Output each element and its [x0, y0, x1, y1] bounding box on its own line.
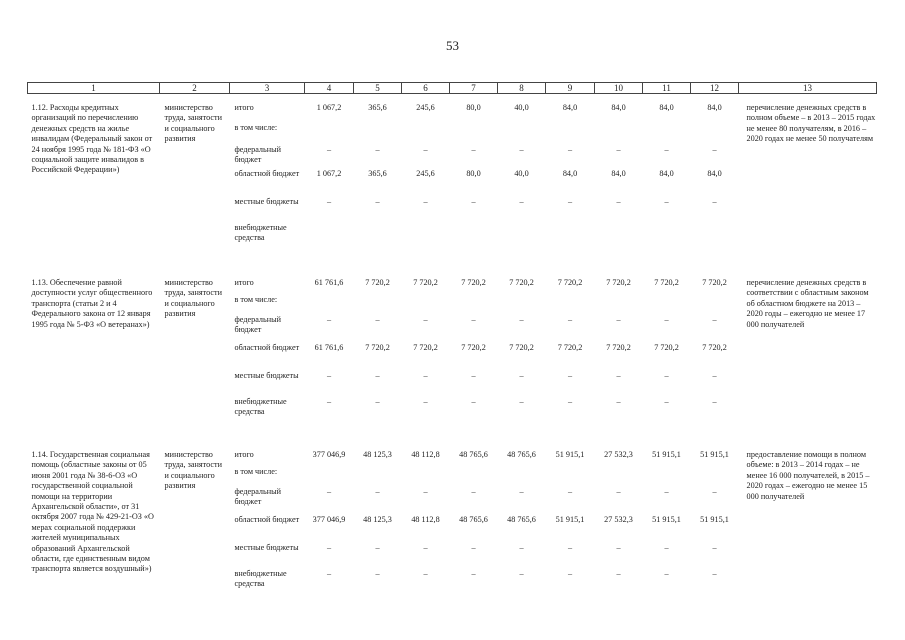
- amount-value: –: [712, 197, 717, 206]
- amount-value: –: [326, 145, 332, 154]
- amount-value: –: [664, 315, 669, 324]
- amount-value: –: [567, 397, 573, 406]
- amount-value: –: [567, 145, 573, 154]
- amount-value: 7 720,2: [461, 343, 486, 352]
- measure-name: 1.12. Расходы кредитных организаций по перечислению денежных средств на жилье инвалидам (Федеральный закон от 24 ноября 1995 года № 181-ФЗ «О социальной защите инвалидов в Российской Федерации»): [31, 103, 153, 175]
- amount-column: [546, 100, 595, 245]
- amount-value: –: [326, 487, 332, 496]
- amount-value: –: [567, 569, 573, 578]
- funding-source: в том числе:: [234, 123, 278, 132]
- amount-value: –: [471, 197, 476, 206]
- header-cell: 10: [595, 83, 643, 94]
- amount-value: 84,0: [659, 169, 674, 178]
- amount-value: –: [423, 487, 428, 496]
- amount-value: –: [423, 197, 428, 206]
- amount-value: –: [616, 371, 621, 380]
- funding-source: областной бюджет: [234, 515, 300, 524]
- amount-value: 7 720,2: [557, 343, 583, 352]
- amount-value: –: [664, 569, 669, 578]
- amount-value: [305, 295, 354, 315]
- amount-value: –: [375, 487, 380, 496]
- amount-value: 7 720,2: [461, 278, 486, 287]
- amount-value: –: [375, 315, 380, 324]
- funding-source: областной бюджет: [234, 169, 300, 178]
- amount-value: –: [423, 315, 428, 324]
- amount-value: 48 765,6: [459, 515, 488, 524]
- amount-value: 7 720,2: [365, 343, 390, 352]
- amount-value: –: [375, 197, 380, 206]
- amount-column: [354, 275, 402, 421]
- amount-value: 48 112,8: [411, 515, 440, 524]
- amount-value: [354, 223, 402, 245]
- header-cell: 2: [160, 83, 230, 94]
- amount-value: –: [616, 197, 621, 206]
- amount-value: 84,0: [707, 169, 722, 178]
- amount-value: [402, 123, 450, 145]
- program-row: [28, 275, 877, 421]
- amount-value: 80,0: [466, 169, 481, 178]
- amount-value: –: [519, 371, 524, 380]
- amount-value: –: [567, 543, 573, 552]
- amount-value: 245,6: [416, 169, 435, 178]
- amount-value: 1 067,2: [316, 169, 342, 178]
- amount-column: [498, 100, 546, 245]
- amount-value: 377 046,9: [312, 450, 346, 459]
- amount-value: –: [375, 145, 380, 154]
- amount-value: 48 112,8: [411, 450, 440, 459]
- amount-value: [691, 223, 739, 245]
- amount-value: –: [519, 197, 524, 206]
- page-number: 53: [446, 38, 459, 53]
- amount-value: –: [712, 569, 717, 578]
- amount-value: [450, 467, 498, 487]
- amount-value: –: [326, 397, 332, 406]
- amount-value: –: [471, 569, 476, 578]
- amount-value: 51 915,1: [652, 450, 681, 459]
- amount-value: [643, 123, 691, 145]
- measure-name: 1.14. Государственная социальная помощь (областные законы от 05 июня 2001 года № 38-6-ОЗ «О государственной социальной помощи на территории Архангельской области», от 31 октября 2007 года № 429-21-ОЗ «О мерах социальной поддержки жителей муниципальных образований Архангельской области, где единственным видом транспорта является воздушный»): [31, 450, 154, 574]
- amount-value: –: [519, 569, 524, 578]
- amount-value: [402, 295, 450, 315]
- amount-value: 51 915,1: [700, 515, 729, 524]
- funding-source: итого: [234, 278, 254, 287]
- amount-value: –: [471, 315, 476, 324]
- amount-column: [305, 447, 354, 593]
- program-row: [28, 447, 877, 593]
- amount-value: –: [326, 543, 332, 552]
- amount-value: 51 915,1: [555, 515, 585, 524]
- amount-value: –: [326, 315, 332, 324]
- header-row: [28, 83, 877, 94]
- amount-column: [402, 275, 450, 421]
- amount-column: [402, 447, 450, 593]
- amount-value: [643, 223, 691, 245]
- amount-value: 7 720,2: [509, 343, 534, 352]
- amount-value: [498, 467, 546, 487]
- amount-value: –: [326, 569, 332, 578]
- funding-source: федеральный бюджет: [234, 487, 282, 507]
- amount-value: –: [567, 197, 573, 206]
- amount-value: –: [664, 371, 669, 380]
- amount-value: 7 720,2: [606, 278, 631, 287]
- amount-value: –: [712, 543, 717, 552]
- funding-sources: [230, 447, 305, 593]
- amount-value: [402, 223, 450, 245]
- amount-column: [450, 275, 498, 421]
- ministry: министерство труда, занятости и социального развития: [164, 278, 223, 319]
- amount-value: [546, 295, 595, 315]
- amount-value: 245,6: [416, 103, 435, 112]
- amount-value: [595, 467, 643, 487]
- amount-value: [305, 223, 354, 245]
- amount-value: [691, 467, 739, 487]
- amount-value: [354, 295, 402, 315]
- amount-value: –: [616, 569, 621, 578]
- amount-value: 48 125,3: [363, 515, 392, 524]
- amount-value: –: [375, 543, 380, 552]
- amount-value: 27 532,3: [604, 515, 633, 524]
- amount-column: [691, 100, 739, 245]
- amount-column: [643, 275, 691, 421]
- expected-result: перечисление денежных средств в полном объеме – в 2013 – 2015 годах не менее 80 получателям, в 2016 – 2020 годах не менее 50 получателям: [746, 103, 876, 144]
- amount-value: 48 765,6: [507, 450, 536, 459]
- amount-value: [546, 123, 595, 145]
- amount-column: [595, 447, 643, 593]
- amount-value: –: [423, 397, 428, 406]
- amount-value: 84,0: [707, 103, 722, 112]
- amount-value: [305, 123, 354, 145]
- amount-value: [402, 467, 450, 487]
- amount-column: [691, 447, 739, 593]
- amount-value: –: [423, 371, 428, 380]
- amount-value: 7 720,2: [413, 343, 438, 352]
- amount-value: 1 067,2: [316, 103, 342, 112]
- amount-value: –: [712, 315, 717, 324]
- amount-value: [450, 295, 498, 315]
- funding-source: итого: [234, 450, 254, 459]
- amount-value: –: [519, 145, 524, 154]
- ministry: министерство труда, занятости и социального развития: [164, 103, 223, 144]
- header-cell: 8: [498, 83, 546, 94]
- amount-column: [498, 447, 546, 593]
- amount-value: 365,6: [368, 103, 387, 112]
- amount-value: –: [375, 569, 380, 578]
- amount-value: –: [616, 487, 621, 496]
- amount-value: [354, 467, 402, 487]
- amount-value: 7 720,2: [557, 278, 583, 287]
- amount-value: [498, 123, 546, 145]
- amount-value: –: [712, 397, 717, 406]
- amount-column: [402, 100, 450, 245]
- amount-value: [643, 467, 691, 487]
- amount-value: –: [712, 145, 717, 154]
- header-cell: 6: [402, 83, 450, 94]
- amount-value: 7 720,2: [654, 278, 679, 287]
- amount-value: 51 915,1: [700, 450, 729, 459]
- amount-column: [643, 100, 691, 245]
- amount-value: 51 915,1: [555, 450, 585, 459]
- amount-value: –: [423, 145, 428, 154]
- amount-value: –: [616, 145, 621, 154]
- amount-value: 84,0: [562, 103, 578, 112]
- amount-column: [643, 447, 691, 593]
- funding-source: внебюджетные средства: [234, 397, 287, 417]
- expected-result: предоставление помощи в полном объеме: в 2013 – 2014 годах – не менее 16 000 получателей, в 2015 – 2020 годах – ежегодно не менее 15 000 получателей: [746, 450, 870, 501]
- measure-name: 1.13. Обеспечение равной доступности услуг общественного транспорта (статьи 2 и 4 Федерального закона от 12 января 1995 года № 5-ФЗ «О ветеранах»): [31, 278, 153, 329]
- header-cell: 1: [28, 83, 160, 94]
- amount-value: [546, 223, 595, 245]
- amount-value: –: [471, 397, 476, 406]
- header-cell: 5: [354, 83, 402, 94]
- amount-value: [450, 123, 498, 145]
- amount-value: 48 125,3: [363, 450, 392, 459]
- amount-value: [305, 467, 354, 487]
- funding-source: в том числе:: [234, 295, 278, 304]
- amount-column: [354, 447, 402, 593]
- amount-value: –: [664, 543, 669, 552]
- amount-value: [691, 295, 739, 315]
- amount-value: 51 915,1: [652, 515, 681, 524]
- funding-source: внебюджетные средства: [234, 223, 287, 243]
- amount-column: [546, 275, 595, 421]
- amount-value: 61 761,6: [314, 278, 344, 287]
- amount-value: 377 046,9: [312, 515, 346, 524]
- amount-value: –: [471, 543, 476, 552]
- amount-value: [498, 223, 546, 245]
- amount-value: –: [616, 397, 621, 406]
- program-table: [27, 82, 877, 593]
- amount-column: [595, 100, 643, 245]
- amount-value: 40,0: [514, 169, 529, 178]
- header-cell: 12: [691, 83, 739, 94]
- amount-column: [450, 447, 498, 593]
- amount-value: 7 720,2: [606, 343, 631, 352]
- funding-sources: [230, 100, 305, 245]
- amount-value: 84,0: [611, 169, 626, 178]
- amount-column: [595, 275, 643, 421]
- amount-value: –: [567, 371, 573, 380]
- amount-value: –: [423, 569, 428, 578]
- amount-value: –: [326, 197, 332, 206]
- amount-value: [595, 223, 643, 245]
- header-cell: 13: [739, 83, 877, 94]
- header-cell: 11: [643, 83, 691, 94]
- amount-value: 61 761,6: [314, 343, 344, 352]
- amount-value: 7 720,2: [509, 278, 534, 287]
- amount-value: –: [471, 371, 476, 380]
- amount-value: –: [375, 397, 380, 406]
- amount-column: [305, 100, 354, 245]
- amount-value: 7 720,2: [365, 278, 390, 287]
- amount-value: 40,0: [514, 103, 529, 112]
- amount-value: [546, 467, 595, 487]
- amount-value: [643, 295, 691, 315]
- amount-value: –: [616, 315, 621, 324]
- amount-value: –: [423, 543, 428, 552]
- funding-source: местные бюджеты: [234, 371, 299, 380]
- funding-source: федеральный бюджет: [234, 145, 282, 165]
- funding-source: областной бюджет: [234, 343, 300, 352]
- amount-value: 48 765,6: [507, 515, 536, 524]
- amount-value: 84,0: [659, 103, 674, 112]
- header-cell: 9: [546, 83, 595, 94]
- amount-value: 48 765,6: [459, 450, 488, 459]
- funding-source: внебюджетные средства: [234, 569, 287, 589]
- amount-value: –: [664, 197, 669, 206]
- funding-source: местные бюджеты: [234, 543, 299, 552]
- ministry: министерство труда, занятости и социального развития: [164, 450, 223, 491]
- amount-value: –: [712, 371, 717, 380]
- amount-value: 365,6: [368, 169, 387, 178]
- funding-source: в том числе:: [234, 467, 278, 476]
- amount-value: –: [471, 487, 476, 496]
- funding-source: федеральный бюджет: [234, 315, 282, 335]
- funding-sources: [230, 275, 305, 421]
- amount-value: –: [519, 397, 524, 406]
- amount-value: 7 720,2: [702, 278, 727, 287]
- amount-value: –: [375, 371, 380, 380]
- amount-value: –: [519, 543, 524, 552]
- amount-value: 80,0: [466, 103, 481, 112]
- amount-column: [450, 100, 498, 245]
- funding-source: итого: [234, 103, 254, 112]
- amount-value: –: [664, 145, 669, 154]
- amount-value: 27 532,3: [604, 450, 633, 459]
- amount-value: [691, 123, 739, 145]
- header-cell: 3: [230, 83, 305, 94]
- amount-value: –: [664, 397, 669, 406]
- amount-value: [498, 295, 546, 315]
- amount-column: [691, 275, 739, 421]
- header-cell: 4: [305, 83, 354, 94]
- amount-value: 7 720,2: [702, 343, 727, 352]
- amount-column: [305, 275, 354, 421]
- amount-value: –: [471, 145, 476, 154]
- header-cell: 7: [450, 83, 498, 94]
- amount-value: –: [519, 487, 524, 496]
- program-row: [28, 100, 877, 245]
- amount-value: [450, 223, 498, 245]
- amount-value: –: [326, 371, 332, 380]
- amount-value: –: [567, 315, 573, 324]
- amount-column: [354, 100, 402, 245]
- amount-value: –: [519, 315, 524, 324]
- amount-value: 7 720,2: [413, 278, 438, 287]
- amount-value: –: [664, 487, 669, 496]
- amount-column: [546, 447, 595, 593]
- amount-value: –: [712, 487, 717, 496]
- funding-source: местные бюджеты: [234, 197, 299, 206]
- amount-value: 84,0: [562, 169, 578, 178]
- amount-value: [595, 123, 643, 145]
- expected-result: перечисление денежных средств в соответствии с областным законом об областном бюджете на 2013 – 2020 годы – ежегодно не менее 17 000 получателей: [746, 278, 869, 329]
- amount-value: 84,0: [611, 103, 626, 112]
- amount-value: –: [616, 543, 621, 552]
- amount-value: [354, 123, 402, 145]
- amount-column: [498, 275, 546, 421]
- amount-value: [595, 295, 643, 315]
- amount-value: –: [567, 487, 573, 496]
- amount-value: 7 720,2: [654, 343, 679, 352]
